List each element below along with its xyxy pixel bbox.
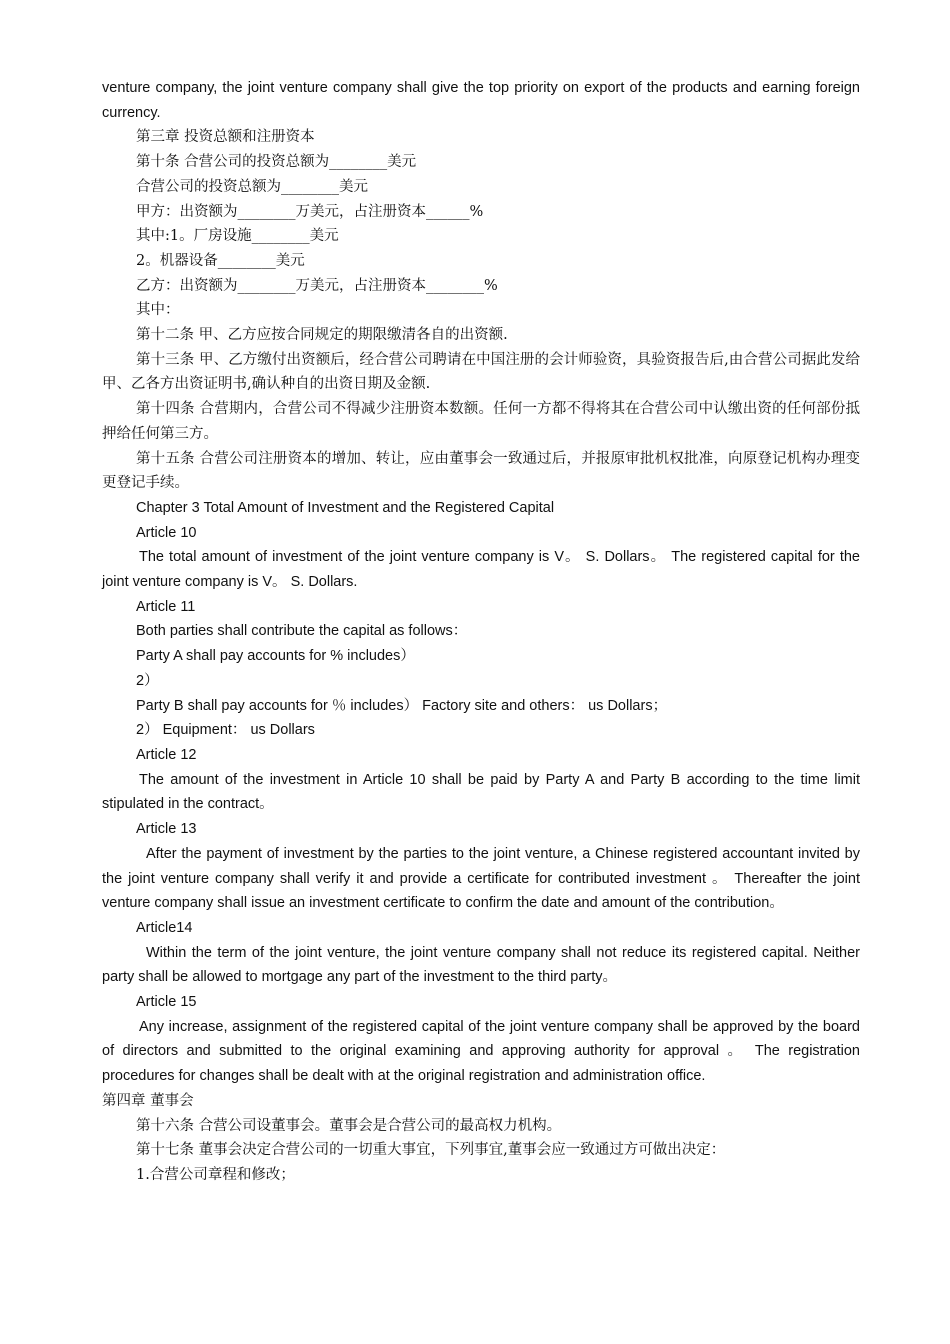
text-line: 2。机器设备________美元 xyxy=(136,252,305,269)
text-line: 第十六条 合营公司设董事会。董事会是合营公司的最高权力机构。 xyxy=(136,1117,562,1134)
paragraph: Any increase, assignment of the registered capital of the joint venture company shall be approved by the board of directors and submitted to the original examining and approving authority for approval 。 The registration procedures for changes shall be dealt with at the original registration and administration office. xyxy=(102,1018,860,1085)
text-line: venture company, the joint venture company shall give the top priority on export of the products and earning foreign currency. xyxy=(102,80,860,121)
chapter-heading: Chapter 3 Total Amount of Investment and the Registered Capital xyxy=(136,499,555,516)
chapter-heading: 第四章 董事会 xyxy=(102,1092,194,1109)
text-line: 2） xyxy=(136,672,159,689)
text-line: Both parties shall contribute the capital as follows： xyxy=(136,623,468,640)
document-page xyxy=(102,76,860,1188)
text-line: 第十七条 董事会决定合营公司的一切重大事宜，下列事宜,董事会应一致通过方可做出决定： xyxy=(136,1142,726,1159)
article-heading: Article 15 xyxy=(136,994,197,1011)
article-heading: Article 11 xyxy=(136,598,196,615)
text-line: 第十条 合营公司的投资总额为________美元 xyxy=(136,154,417,171)
paragraph: 第十五条 合营公司注册资本的增加、转让，应由董事会一致通过后，并报原审批机权批准，向原登记机构办理变更登记手续。 xyxy=(102,450,860,492)
text-line: 1.合营公司章程和修改； xyxy=(136,1166,295,1183)
paragraph: Within the term of the joint venture, the joint venture company shall not reduce its registered capital. Neither party shall be allowed to mortgage any part of the investment to the third party。 xyxy=(102,944,860,986)
chapter-heading: 第三章 投资总额和注册资本 xyxy=(136,129,315,146)
paragraph: After the payment of investment by the parties to the joint venture, a Chinese registered accountant invited by the joint venture company shall verify it and provide a certificate for contributed investment 。 Thereafter the joint venture company shall issue an investment certificate to confirm the date and amount of the contribution。 xyxy=(102,845,860,912)
text-line: 甲方：出资额为________万美元，占注册资本______% xyxy=(136,203,484,220)
paragraph: 第十三条 甲、乙方缴付出资额后，经合营公司聘请在中国注册的会计师验资，具验资报告后,由合营公司据此发给甲、乙各方出资证明书,确认种自的出资日期及金额. xyxy=(102,351,860,393)
article-heading: Article14 xyxy=(136,919,193,936)
text-line: 其中:1。厂房设施________美元 xyxy=(136,228,339,245)
article-heading: Article 10 xyxy=(136,524,197,541)
article-heading: Article 13 xyxy=(136,821,197,838)
article-heading: Article 12 xyxy=(136,746,197,763)
paragraph: The total amount of investment of the joint venture company is V。 S. Dollars。 The registered capital for the joint venture company is V。 S. Dollars. xyxy=(102,549,860,591)
text-line: 合营公司的投资总额为________美元 xyxy=(136,178,368,195)
text-line: 其中： xyxy=(136,302,180,319)
paragraph: 第十四条 合营期内，合营公司不得减少注册资本数额。任何一方都不得将其在合营公司中认缴出资的任何部份抵押给任何第三方。 xyxy=(102,401,860,442)
text-line: Party B shall pay accounts for ％ includes） Factory site and others： us Dollars； xyxy=(136,697,668,714)
paragraph: The amount of the investment in Article 10 shall be paid by Party A and Party B according to the time limit stipulated in the contract。 xyxy=(102,771,860,813)
text-line: Party A shall pay accounts for % includes） xyxy=(136,648,415,665)
text-line: 2） Equipment： us Dollars xyxy=(136,722,315,739)
text-line: 第十二条 甲、乙方应按合同规定的期限缴清各自的出资额. xyxy=(136,327,508,344)
text-line: 乙方：出资额为________万美元，占注册资本________% xyxy=(136,277,498,294)
